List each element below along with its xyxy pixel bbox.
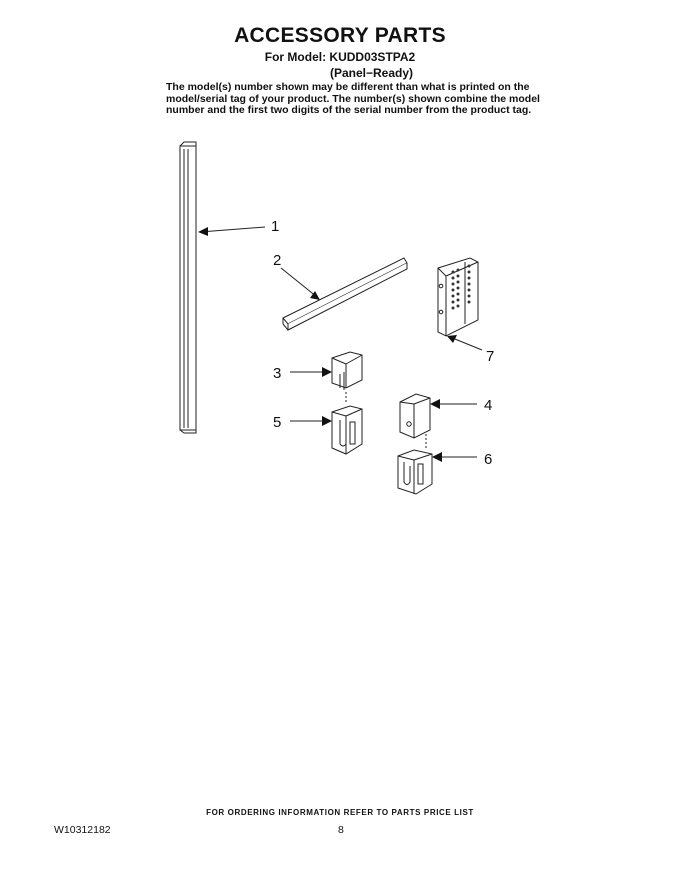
disclaimer-line: model/serial tag of your product. The number(s) shown combine the model [166,92,540,105]
ordering-note: FOR ORDERING INFORMATION REFER TO PARTS PRICE LIST [206,808,474,817]
arrowhead [432,452,442,462]
arrowhead [322,367,332,377]
leader-line-1 [200,227,265,232]
callout-2: 2 [273,252,282,269]
leader-line-2 [281,268,317,297]
disclaimer-line: number and the first two digits of the serial number from the product tag. [166,104,532,116]
page-number: 8 [338,824,344,836]
disclaimer-line: The model(s) number shown may be different than what is printed on the [166,81,530,93]
document-number: W10312182 [54,824,111,836]
arrowhead [322,416,332,426]
callout-7: 7 [486,348,495,365]
model-variant: (Panel−Ready) [330,66,414,80]
callout-1: 1 [271,218,280,235]
arrowhead [198,227,208,236]
callout-3: 3 [273,365,282,382]
lower-clip-part [332,406,362,454]
hinge-cover-part [400,394,430,438]
angle-bracket-part [283,258,407,330]
arrowhead [430,399,440,409]
callout-5: 5 [273,414,282,431]
mounting-plate-part [438,258,478,336]
trim-strip-part [180,142,196,433]
hinge-bracket-part [398,450,432,494]
upper-clip-part [332,352,362,390]
page-title: ACCESSORY PARTS [234,24,446,47]
model-number: For Model: KUDD03STPA2 [264,50,416,64]
callout-4: 4 [484,397,493,414]
callout-6: 6 [484,451,493,468]
